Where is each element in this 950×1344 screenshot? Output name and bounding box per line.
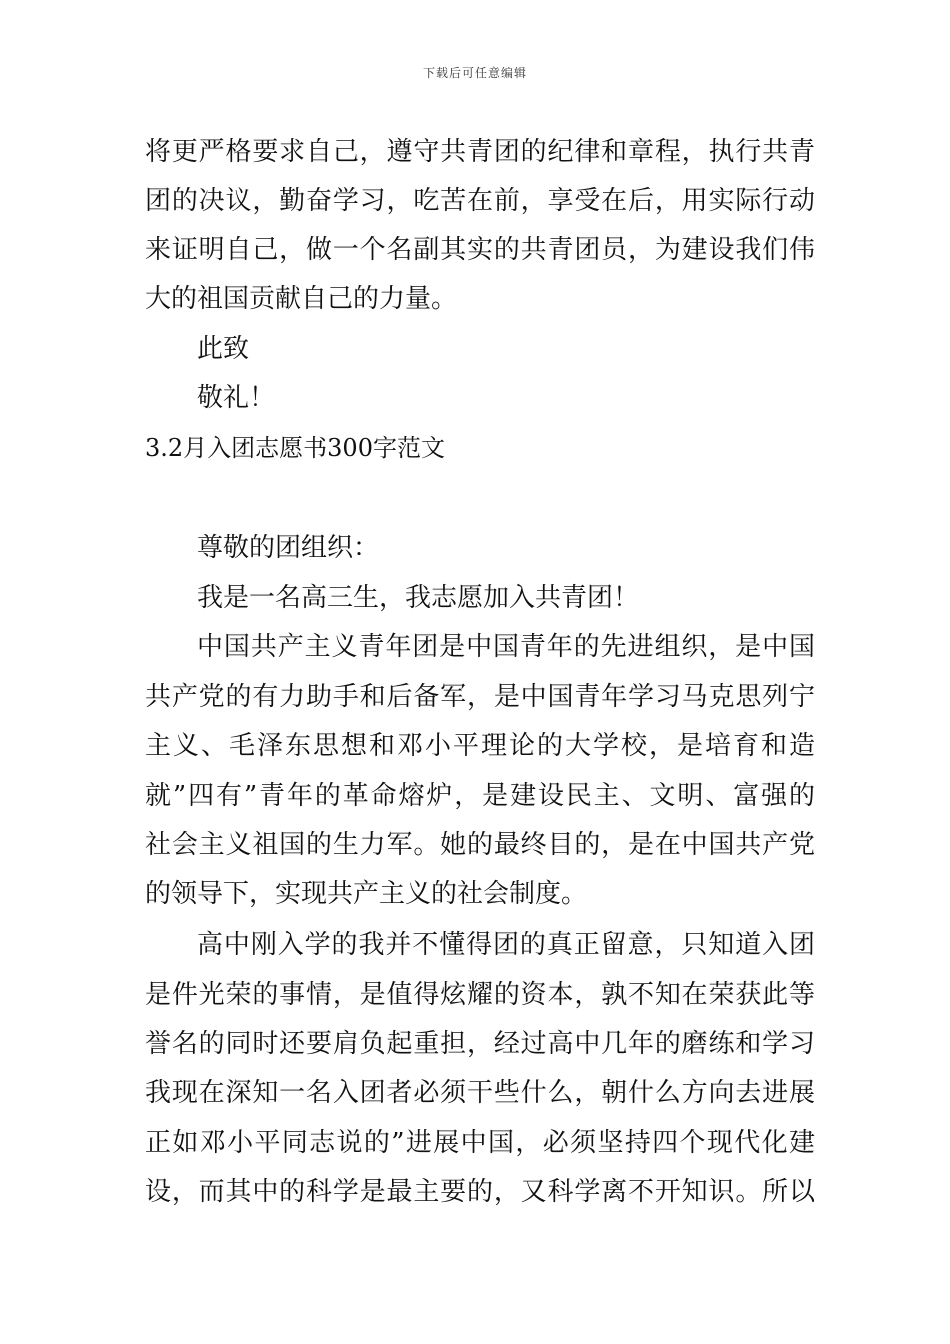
paragraph-line: 是件光荣的事情，是值得炫耀的资本，孰不知在荣获此等 <box>145 980 815 1010</box>
paragraph-line: 正如邓小平同志说的”进展中国，必须坚持四个现代化建 <box>145 1128 815 1158</box>
paragraph-line: 就”四有”青年的革命熔炉，是建设民主、文明、富强的 <box>145 781 815 811</box>
paragraph-line: 来证明自己，做一个名副其实的共青团员，为建设我们伟 <box>145 235 815 265</box>
salutation: 尊敬的团组织： <box>197 533 380 563</box>
page-header: 下载后可任意编辑 <box>422 66 527 80</box>
paragraph-line: 中国共产主义青年团是中国青年的先进组织，是中国 <box>197 632 815 662</box>
paragraph-line: 共产党的有力助手和后备军，是中国青年学习马克思列宁 <box>145 682 815 712</box>
paragraph-line: 社会主义祖国的生力军。她的最终目的，是在中国共产党 <box>145 830 815 860</box>
paragraph-line: 主义、毛泽东思想和邓小平理论的大学校，是培育和造 <box>145 731 815 761</box>
section-heading: 3.2月入团志愿书300字范文 <box>145 434 445 462</box>
paragraph-line: 誉名的同时还要肩负起重担，经过高中几年的磨练和学习 <box>145 1029 815 1059</box>
intro-line: 我是一名高三生，我志愿加入共青团！ <box>197 583 640 613</box>
paragraph-line: 大的祖国贡献自己的力量。 <box>145 284 458 314</box>
paragraph-line: 将更严格要求自己，遵守共青团的纪律和章程，执行共青 <box>145 137 815 167</box>
paragraph-line: 的领导下，实现共产主义的社会制度。 <box>145 879 588 909</box>
paragraph-line: 设，而其中的科学是最主要的，又科学离不开知识。所以 <box>145 1177 815 1207</box>
closing-line-2: 敬礼！ <box>197 383 276 413</box>
paragraph-line: 高中刚入学的我并不懂得团的真正留意，只知道入团 <box>197 930 815 960</box>
closing-line-1: 此致 <box>197 334 250 364</box>
paragraph-line: 团的决议，勤奋学习，吃苦在前，享受在后，用实际行动 <box>145 186 815 216</box>
paragraph-line: 我现在深知一名入团者必须干些什么，朝什么方向去进展 <box>145 1078 815 1108</box>
